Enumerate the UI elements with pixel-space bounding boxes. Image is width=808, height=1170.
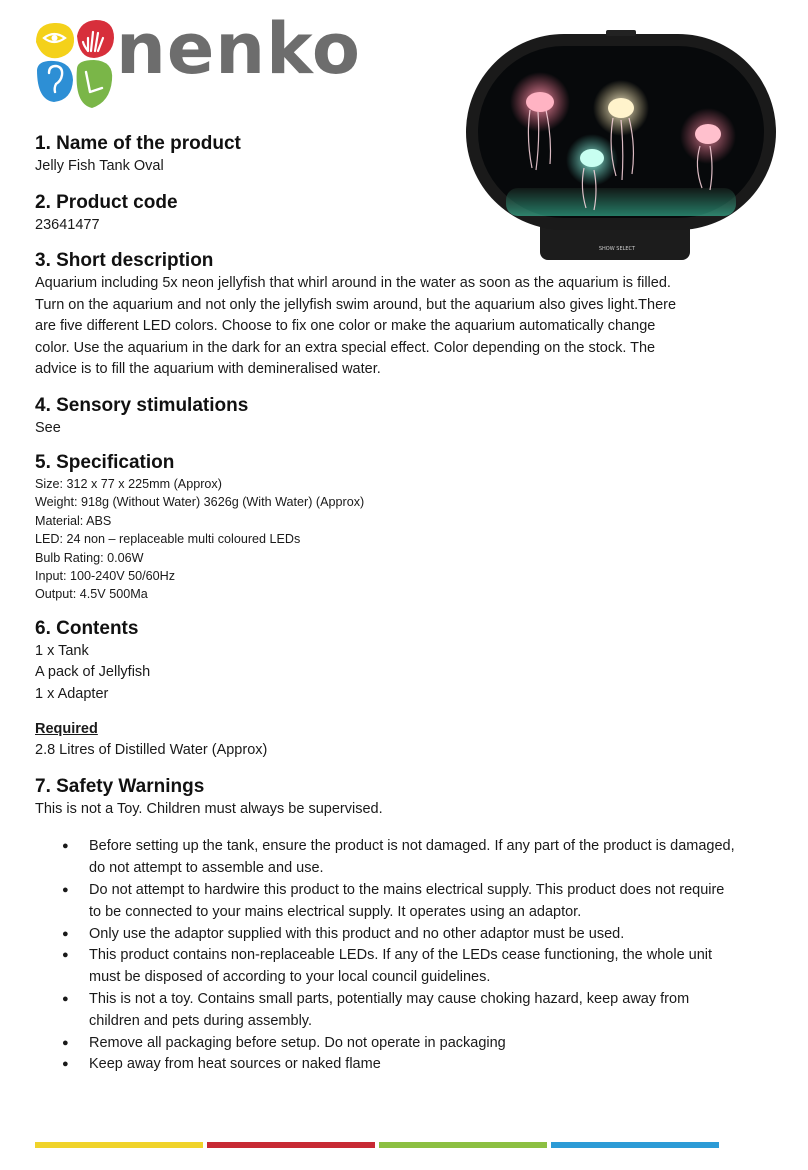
- safety-item: ● Only use the adaptor supplied with this product and no other adaptor must be used.: [89, 924, 739, 946]
- section-sensory-stimulations: [35, 394, 735, 440]
- heading-product-name: 1. Name of the product: [35, 133, 241, 154]
- contents-item: A pack of Jellyfish: [35, 664, 151, 681]
- heading-safety-warnings: 7. Safety Warnings: [35, 775, 205, 797]
- section-specification: [35, 451, 735, 604]
- spec-output: Output: 4.5V 500Ma: [35, 587, 148, 602]
- safety-item: ● Do not attempt to hardwire this product to the mains electrical supply. This product does not require to be connected to your mains electrical supply. It operates using an adaptor.: [89, 880, 739, 924]
- spec-bulb-rating: Bulb Rating: 0.06W: [35, 550, 144, 565]
- heading-contents: 6. Contents: [35, 617, 139, 639]
- required-title: Required: [35, 721, 98, 738]
- contents-item: 1 x Tank: [35, 642, 89, 659]
- datasheet-content: [35, 132, 735, 1076]
- heading-sensory-stimulations: 4. Sensory stimulations: [35, 394, 249, 416]
- sensory-value: See: [35, 419, 61, 436]
- section-short-description: [35, 249, 735, 381]
- product-code-value: 23641477: [35, 216, 100, 233]
- footer-bar-green: [379, 1142, 547, 1148]
- section-safety-warnings: [35, 775, 735, 1076]
- logo-mark-icon: [34, 18, 118, 110]
- brand-logo: [34, 8, 374, 118]
- description-line: advice is to fill the aquarium with demineralised water.: [35, 361, 381, 377]
- footer-bar-blue: [551, 1142, 719, 1148]
- footer-color-bar: [35, 1142, 719, 1148]
- description-line: Turn on the aquarium and not only the jellyfish swim around, but the aquarium also gives light.There: [35, 296, 677, 313]
- safety-item: ● Before setting up the tank, ensure the product is not damaged. If any part of the product is damaged, do not attempt to assemble and use.: [89, 836, 739, 880]
- device-button-label: SHOW SELECT: [598, 246, 636, 252]
- logo-wordmark: nenko: [116, 8, 361, 90]
- safety-item: ● This is not a toy. Contains small parts, potentially may cause choking hazard, keep away from children and pets during assembly.: [89, 989, 739, 1033]
- spec-input: Input: 100-240V 50/60Hz: [35, 569, 176, 584]
- section-product-name: [35, 132, 735, 178]
- spec-material: Material: ABS: [35, 513, 112, 528]
- safety-item: ● This product contains non-replaceable LEDs. If any of the LEDs cease functioning, the whole unit must be disposed of according to your local council guidelines.: [89, 945, 739, 989]
- safety-intro: This is not a Toy. Children must always be supervised.: [35, 800, 383, 817]
- spec-size: Size: 312 x 77 x 225mm (Approx): [35, 477, 222, 491]
- footer-bar-yellow: [35, 1142, 203, 1148]
- spec-weight: Weight: 918g (Without Water) 3626g (With Water) (Approx): [35, 495, 365, 510]
- section-contents: [35, 617, 735, 762]
- safety-list: [35, 836, 739, 1076]
- description-line: color. Use the aquarium in the dark for an extra special effect. Color depending on the stock. The: [35, 339, 656, 356]
- footer-bar-red: [207, 1142, 375, 1148]
- description-line: are five different LED colors. Choose to fix one color or make the aquarium automatically change: [35, 318, 656, 334]
- description-line: Aquarium including 5x neon jellyfish that whirl around in the water as soon as the aquarium is filled.: [35, 275, 671, 291]
- safety-item: ● Remove all packaging before setup. Do not operate in packaging: [89, 1033, 739, 1055]
- contents-item: 1 x Adapter: [35, 685, 109, 702]
- spec-led: LED: 24 non – replaceable multi coloured LEDs: [35, 532, 301, 547]
- heading-specification: 5. Specification: [35, 452, 175, 473]
- heading-short-description: 3. Short description: [35, 250, 214, 271]
- heading-product-code: 2. Product code: [35, 191, 178, 213]
- safety-item: ● Keep away from heat sources or naked flame: [89, 1054, 739, 1076]
- required-value: 2.8 Litres of Distilled Water (Approx): [35, 742, 268, 759]
- product-name-value: Jelly Fish Tank Oval: [35, 158, 164, 174]
- section-product-code: [35, 191, 735, 237]
